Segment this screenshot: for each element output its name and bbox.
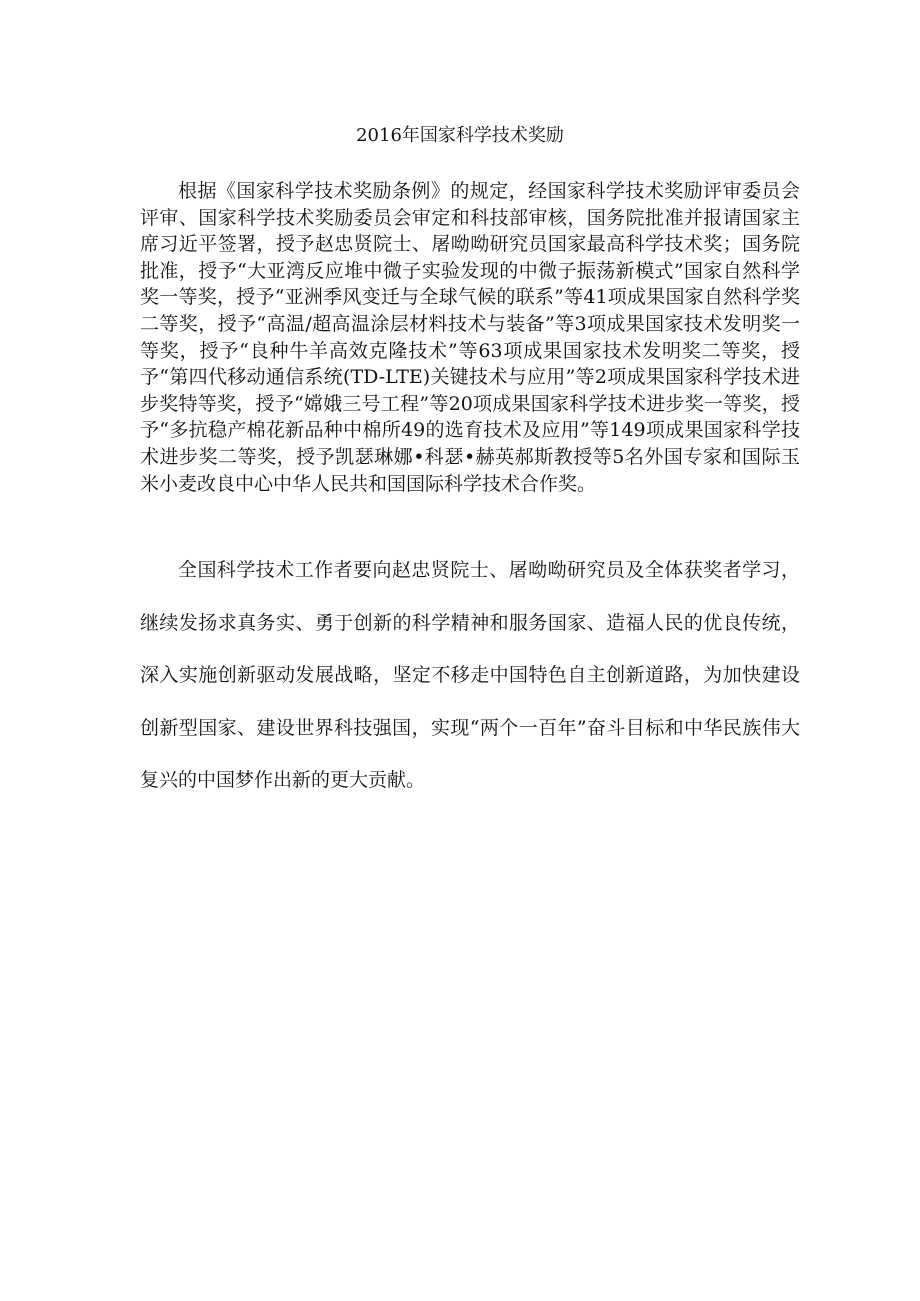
paragraph-award-announcement: 根据《国家科学技术奖励条例》的规定，经国家科学技术奖励评审委员会评审、国家科学技术奖励委员会审定和科技部审核，国务院批准并报请国家主席习近平签署，授予赵忠贤院士、屠呦呦研究员国家最高科学技术奖；国务院批准，授予“大亚湾反应堆中微子实验发现的中微子振荡新模式”国家自然科学奖一等奖，授予“亚洲季风变迁与全球气候的联系”等41项成果国家自然科学奖二等奖，授予“高温/超高温涂层材料技术与装备”等3项成果国家技术发明奖一等奖，授予“良种牛羊高效克隆技术”等63项成果国家技术发明奖二等奖，授予“第四代移动通信系统(TD-LTE)关键技术与应用”等2项成果国家科学技术进步奖特等奖，授予“嫦娥三号工程”等20项成果国家科学技术进步奖一等奖，授予“多抗稳产棉花新品种中棉所49的选育技术及应用”等149项成果国家科学技术进步奖二等奖，授予凯瑟琳娜•科瑟•赫英郝斯教授等5名外国专家和国际玉米小麦改良中心中华人民共和国国际科学技术合作奖。: [140, 180, 800, 495]
paragraph-call-to-scientists: 全国科学技术工作者要向赵忠贤院士、屠呦呦研究员及全体获奖者学习，继续发扬求真务实、勇于创新的科学精神和服务国家、造福人民的优良传统，深入实施创新驱动发展战略，坚定不移走中国特色自主创新道路，为加快建设创新型国家、建设世界科技强国，实现“两个一百年”奋斗目标和中华民族伟大复兴的中国梦作出新的更大贡献。: [140, 559, 800, 791]
document-title: 2016年国家科学技术奖励: [356, 125, 564, 146]
